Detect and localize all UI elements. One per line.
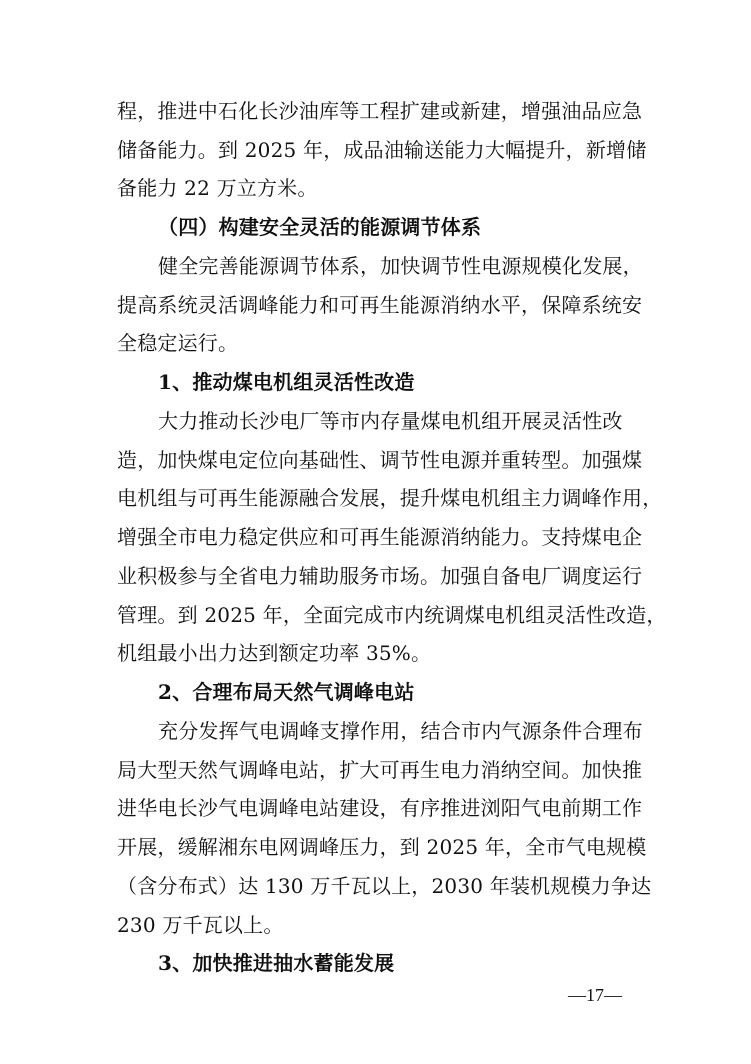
body-text-line: 业积极参与全省电力辅助服务市场。加强自备电厂调度运行 [117, 564, 643, 588]
body-text-line: 备能力 22 万立方米。 [117, 176, 318, 200]
subsection-heading: 1、推动煤电机组灵活性改造 [158, 370, 415, 394]
body-text-line: （含分布式）达 130 万千瓦以上，2030 年装机规模力争达 [117, 874, 652, 898]
subsection-heading: 3、加快推进抽水蓄能发展 [158, 951, 395, 975]
body-text-line: 电机组与可再生能源融合发展，提升煤电机组主力调峰作用， [117, 486, 663, 510]
body-text-line: 开展，缓解湘东电网调峰压力，到 2025 年，全市气电规模 [117, 835, 647, 859]
body-text-line: 大力推动长沙电厂等市内存量煤电机组开展灵活性改 [158, 409, 623, 433]
body-text-line: 局大型天然气调峰电站，扩大可再生电力消纳空间。加快推 [117, 758, 643, 782]
body-text-line: 储备能力。到 2025 年，成品油输送能力大幅提升，新增储 [117, 138, 647, 162]
body-text-line: 机组最小出力达到额定功率 35%。 [117, 641, 432, 665]
body-text-line: 健全完善能源调节体系，加快调节性电源规模化发展， [158, 254, 643, 278]
body-text-line: 程，推进中石化长沙油库等工程扩建或新建，增强油品应急 [117, 99, 643, 123]
body-text-line: 提高系统灵活调峰能力和可再生能源消纳水平，保障系统安 [117, 293, 643, 317]
page-number: —17— [568, 985, 622, 1005]
body-text-line: 增强全市电力稳定供应和可再生能源消纳能力。支持煤电企 [117, 525, 643, 549]
body-text-line: 全稳定运行。 [117, 331, 239, 355]
body-text-line: 充分发挥气电调峰支撑作用，结合市内气源条件合理布 [158, 719, 643, 743]
section-heading: （四）构建安全灵活的能源调节体系 [158, 215, 482, 239]
body-text-line: 进华电长沙气电调峰电站建设，有序推进浏阳气电前期工作 [117, 796, 643, 820]
subsection-heading: 2、合理布局天然气调峰电站 [158, 680, 415, 704]
body-text-line: 造，加快煤电定位向基础性、调节性电源并重转型。加强煤 [117, 448, 643, 472]
body-text-line: 230 万千瓦以上。 [117, 913, 284, 937]
body-text-line: 管理。到 2025 年，全面完成市内统调煤电机组灵活性改造， [117, 603, 667, 627]
